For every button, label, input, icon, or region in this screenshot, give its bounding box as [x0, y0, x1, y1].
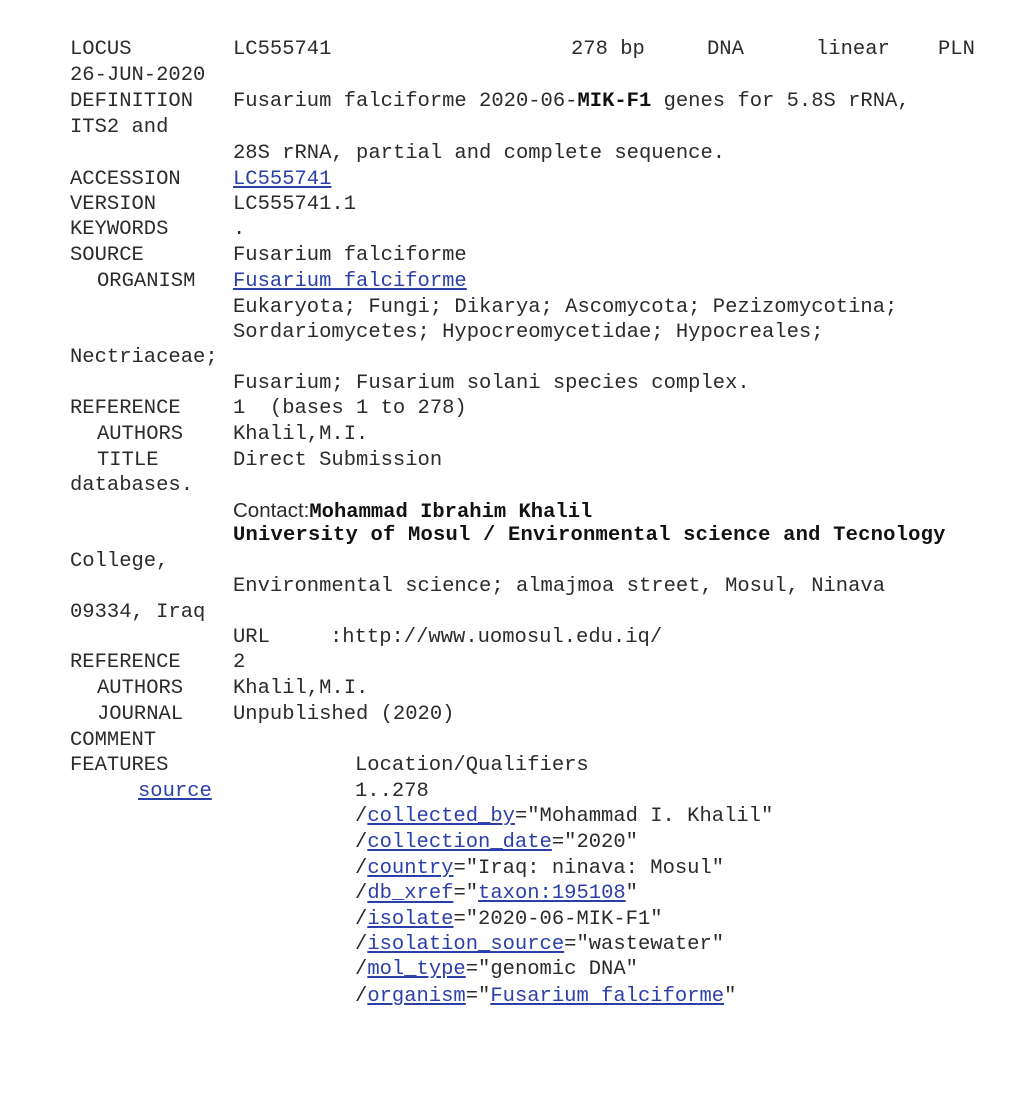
qualifier-db-xref-close: ": [625, 882, 638, 905]
contact-name: Mohammad Ibrahim Khalil: [309, 501, 593, 524]
locus-topology: linear: [816, 38, 890, 61]
qualifier-collection-date: [355, 831, 638, 855]
definition-text-post: genes for 5.8S rRNA,: [651, 90, 910, 113]
institution-wrap: College,: [70, 550, 169, 573]
definition-strain-bold: MIK-F1: [577, 90, 652, 113]
lineage-line-3: Fusarium; Fusarium solani species complex.: [233, 372, 750, 395]
features-label: FEATURES: [70, 754, 169, 777]
definition-label: DEFINITION: [70, 90, 194, 113]
reference-1-title-wrap: databases.: [70, 474, 194, 497]
locus-name: LC555741: [233, 38, 332, 61]
reference-1-authors-label: AUTHORS: [97, 423, 184, 446]
qualifier-db-xref-link[interactable]: db_xref: [367, 882, 454, 905]
institution-line: University of Mosul / Environmental science and Tecnology: [233, 524, 946, 547]
slash: /: [355, 857, 368, 880]
qualifier-collection-date-link[interactable]: collection_date: [367, 831, 552, 854]
feature-location: 1..278: [355, 780, 429, 803]
organism-label: ORGANISM: [97, 270, 196, 293]
slash: /: [355, 985, 368, 1008]
version-value: LC555741.1: [233, 193, 357, 216]
qualifier-db-xref: [355, 882, 638, 906]
feature-source-link[interactable]: source: [138, 780, 212, 803]
qualifier-isolate-link[interactable]: isolate: [367, 908, 454, 931]
reference-2-label: REFERENCE: [70, 651, 181, 674]
qualifier-organism: [355, 985, 736, 1009]
reference-2-value: 2: [233, 651, 246, 674]
definition-wrap: ITS2 and: [70, 116, 169, 139]
qualifier-isolate: [355, 908, 663, 932]
lineage-line-1: Eukaryota; Fungi; Dikarya; Ascomycota; Pezizomycotina;: [233, 296, 898, 319]
reference-1-title: Direct Submission: [233, 449, 443, 472]
qualifier-organism-close: ": [724, 985, 737, 1008]
slash: /: [355, 805, 368, 828]
locus-moltype: DNA: [707, 38, 744, 61]
qualifier-organism-value-link[interactable]: Fusarium falciforme: [490, 985, 725, 1008]
url-label: URL: [233, 626, 270, 649]
reference-2-journal: Unpublished (2020): [233, 703, 455, 726]
slash: /: [355, 958, 368, 981]
qualifier-collected-by-link[interactable]: collected_by: [367, 805, 515, 828]
qualifier-mol-type: [355, 958, 638, 982]
keywords-value: .: [233, 218, 246, 241]
version-label: VERSION: [70, 193, 157, 216]
reference-2-authors: Khalil,M.I.: [233, 677, 369, 700]
source-value: Fusarium falciforme: [233, 244, 467, 267]
features-header: Location/Qualifiers: [355, 754, 589, 777]
reference-1-authors: Khalil,M.I.: [233, 423, 369, 446]
accession-label: ACCESSION: [70, 168, 181, 191]
qualifier-collection-date-value: ="2020": [551, 831, 638, 854]
address-wrap: 09334, Iraq: [70, 601, 206, 624]
taxon-link[interactable]: taxon:195108: [478, 882, 626, 905]
definition-text-pre: Fusarium falciforme 2020-06-: [233, 90, 578, 113]
qualifier-mol-type-value: ="genomic DNA": [465, 958, 638, 981]
reference-2-journal-label: JOURNAL: [97, 703, 184, 726]
qualifier-isolation-source-link[interactable]: isolation_source: [367, 933, 565, 956]
reference-2-authors-label: AUTHORS: [97, 677, 184, 700]
source-label: SOURCE: [70, 244, 144, 267]
lineage-line-2: Sordariomycetes; Hypocreomycetidae; Hypocreales;: [233, 321, 824, 344]
keywords-label: KEYWORDS: [70, 218, 169, 241]
locus-length: 278 bp: [571, 38, 645, 61]
slash: /: [355, 882, 368, 905]
address-line: Environmental science; almajmoa street, Mosul, Ninava: [233, 575, 886, 598]
definition-line-1: [233, 90, 910, 114]
reference-1-value: 1 (bases 1 to 278): [233, 397, 467, 420]
locus-label: LOCUS: [70, 38, 132, 61]
qualifier-isolation-source-value: ="wastewater": [564, 933, 725, 956]
qualifier-collected-by: [355, 805, 773, 829]
definition-line-2: 28S rRNA, partial and complete sequence.: [233, 142, 726, 165]
qualifier-organism-eq: =": [465, 985, 491, 1008]
qualifier-collected-by-value: ="Mohammad I. Khalil": [514, 805, 774, 828]
comment-label: COMMENT: [70, 729, 157, 752]
qualifier-mol-type-link[interactable]: mol_type: [367, 958, 466, 981]
slash: /: [355, 831, 368, 854]
qualifier-isolation-source: [355, 933, 724, 957]
lineage-wrap: Nectriaceae;: [70, 346, 218, 369]
reference-1-label: REFERENCE: [70, 397, 181, 420]
url-value: :http://www.uomosul.edu.iq/: [330, 626, 663, 649]
qualifier-db-xref-eq: =": [453, 882, 479, 905]
reference-1-title-label: TITLE: [97, 449, 159, 472]
qualifier-organism-link[interactable]: organism: [367, 985, 466, 1008]
qualifier-country-link[interactable]: country: [367, 857, 454, 880]
qualifier-country-value: ="Iraq: ninava: Mosul": [453, 857, 725, 880]
contact-line: [233, 499, 592, 525]
locus-division: PLN: [938, 38, 975, 61]
slash: /: [355, 908, 368, 931]
locus-date: 26-JUN-2020: [70, 64, 206, 87]
slash: /: [355, 933, 368, 956]
organism-link[interactable]: Fusarium falciforme: [233, 270, 467, 293]
accession-link[interactable]: LC555741: [233, 168, 332, 191]
qualifier-isolate-value: ="2020-06-MIK-F1": [453, 908, 663, 931]
contact-label: Contact:: [233, 499, 310, 522]
qualifier-country: [355, 857, 724, 881]
